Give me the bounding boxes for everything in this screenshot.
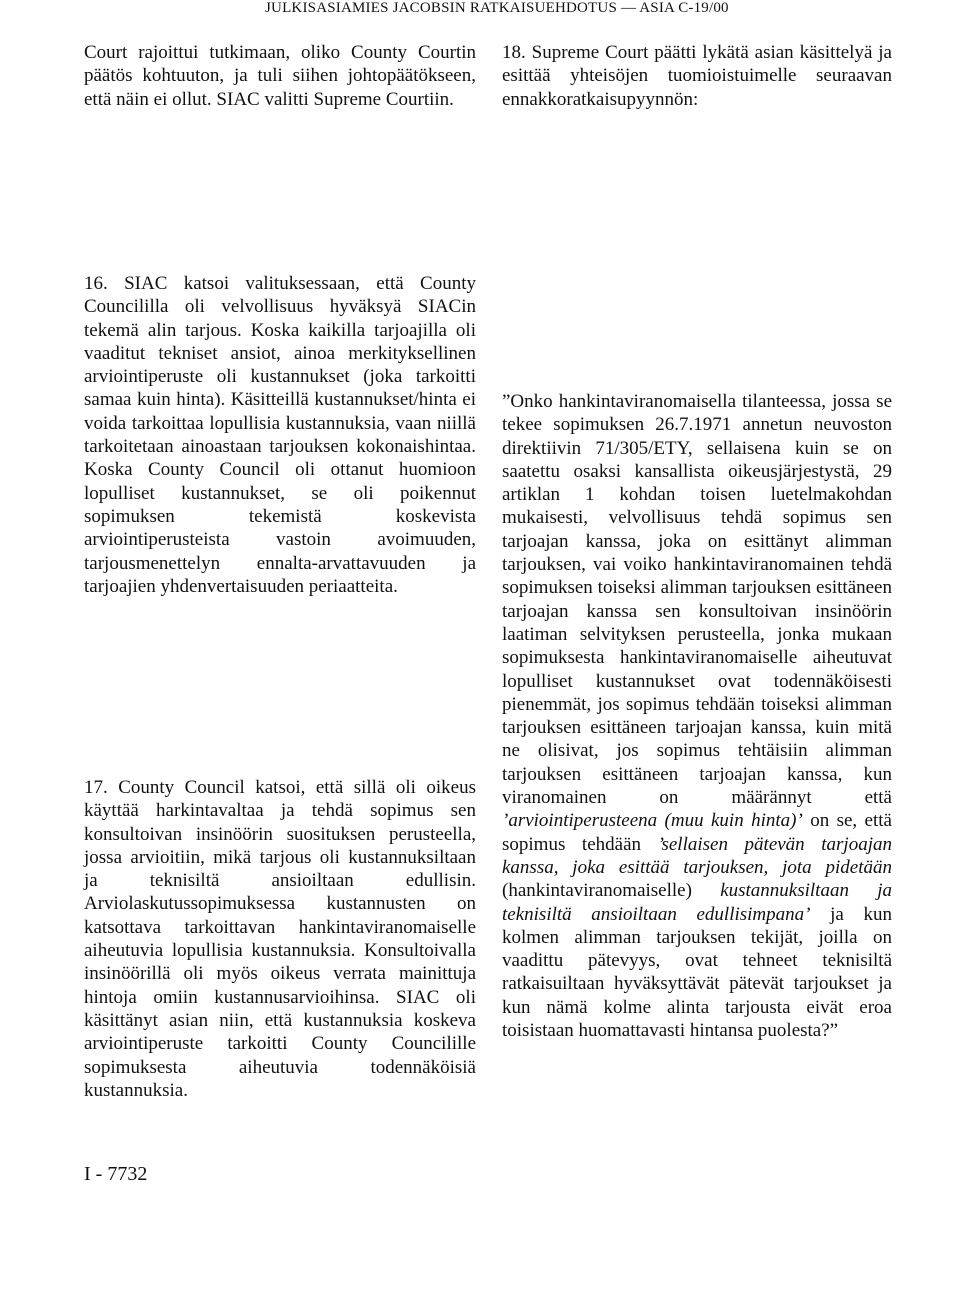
paragraph-18 bbox=[502, 41, 892, 111]
paragraph-18-text: 18. Supreme Court päätti lykätä asian käsittelyä ja esittää yhteisöjen tuomioistuimelle seuraavan ennakkoratkaisupyynnön: bbox=[502, 42, 892, 110]
quote-text bbox=[502, 390, 892, 1042]
paragraph-17-text: 17. County Council katsoi, että sillä oli oikeus käyttää harkintavaltaa ja tehdä sopimus sen konsultoivan insinöörin suosituksen perusteella, jossa arvioitiin, mikä tarjous oli kustannuksiltaan ja teknisiltä ansioiltaan edullisin. Arviolaskutussopimuksessa kustannusten on katsottava tarkoittavan hankintaviranomaiselle aiheutuvia lopullisia kustannuksia. Konsultoivalla insinöörillä oli myös oikeus verrata mainittuja hintoja omiin kustannusarvioihinsa. SIAC oli käsittänyt asian niin, että kustannuksia koskeva arviointiperuste tarkoitti County Councilille sopimuksesta aiheutuvia todennäköisiä kustannuksia. bbox=[84, 777, 476, 1101]
quote-italic-2: ’sellaisen pätevän tarjoajan kanssa, joka esittää tarjouksen, jota pidetään bbox=[502, 833, 892, 878]
quote-part-2: on se, että sopimus tehdään bbox=[502, 810, 892, 855]
paragraph-16 bbox=[84, 272, 476, 598]
quote-italic-3: kustannuksiltaan ja teknisiltä ansioiltaan edullisimpana’ bbox=[502, 880, 892, 925]
running-head: JULKISASIAMIES JACOBSIN RATKAISUEHDOTUS — ASIA C-19/00 bbox=[265, 0, 729, 16]
quote-part-3: (hankintaviranomaiselle) bbox=[502, 880, 721, 902]
paragraph-17 bbox=[84, 776, 476, 1102]
quote-part-4: ja kun kolmen alimman tarjouksen tekijät, joilla on vaadittu pätevyys, ovat tehneet teknisiltä ratkaisuiltaan hyväksyttävät pätevät tarjoukset ja kun nämä kolme alinta tarjousta eivät eroa toisistaan huomattavasti hintansa puolesta?” bbox=[502, 903, 892, 1042]
page-number: I - 7732 bbox=[84, 1163, 148, 1185]
paragraph-16-text: 16. SIAC katsoi valituksessaan, että County Councililla oli velvollisuus hyväksyä SIACin tekemä alin tarjous. Koska kaikilla tarjoajilla oli vaaditut tekniset ansiot, ainoa merkityksellinen arviointiperuste oli kustannukset (joka tarkoitti samaa kuin hinta). Käsitteillä kustannukset/hinta ei voida tarkoittaa lopullisia kustannuksia, vaan niillä tarkoitetaan ainoastaan tarjouksen kokonaishintaa. Koska County Council oli ottanut huomioon lopulliset kustannukset, se oli poikennut sopimuksen tekemistä koskevista arviointiperusteista vastoin avoimuuden, tarjousmenettelyn ennalta-arvattavuuden ja tarjoajien yhdenvertaisuuden periaatteita. bbox=[84, 273, 476, 597]
paragraph-15-text: Court rajoittui tutkimaan, oliko County Courtin päätös kohtuuton, ja tuli siihen johtopäätökseen, että näin ei ollut. SIAC valitti Supreme Courtiin. bbox=[84, 42, 476, 110]
preliminary-question-quote bbox=[502, 390, 892, 1042]
quote-italic-1: ’arviointiperusteena (muu kuin hinta)’ bbox=[502, 810, 803, 832]
quote-part-1: ”Onko hankintaviranomaisella tilanteessa, jossa se tekee sopimuksen 26.7.1971 annetun neuvoston direktiivin 71/305/ETY, sellaisena kuin se on saatettu osaksi kansallista oikeusjärjestystä, 29 artiklan 1 kohdan toisen luetelmakohdan mukaisesti, velvollisuus tehdä sopimus sen tarjoajan kanssa, joka on esittänyt alimman tarjouksen, vai voiko hankintaviranomainen tehdä sopimuksen toiseksi alimman tarjouksen esittäneen tarjoajan kanssa sen konsultoivan insinöörin laatiman selvityksen perusteella, jonka mukaan sopimuksesta hankintaviranomaiselle aiheutuvat lopulliset kustannukset ovat todennäköisesti pienemmät, jos sopimus tehdään toiseksi alimman tarjouksen esittäneen tarjoajan kanssa, kuin mitä ne olisivat, jos sopimus tehtäisiin alimman tarjouksen esittäneen tarjoajan kanssa, kun viranomainen on määrännyt että bbox=[502, 391, 892, 809]
paragraph-15-continuation bbox=[84, 41, 476, 111]
